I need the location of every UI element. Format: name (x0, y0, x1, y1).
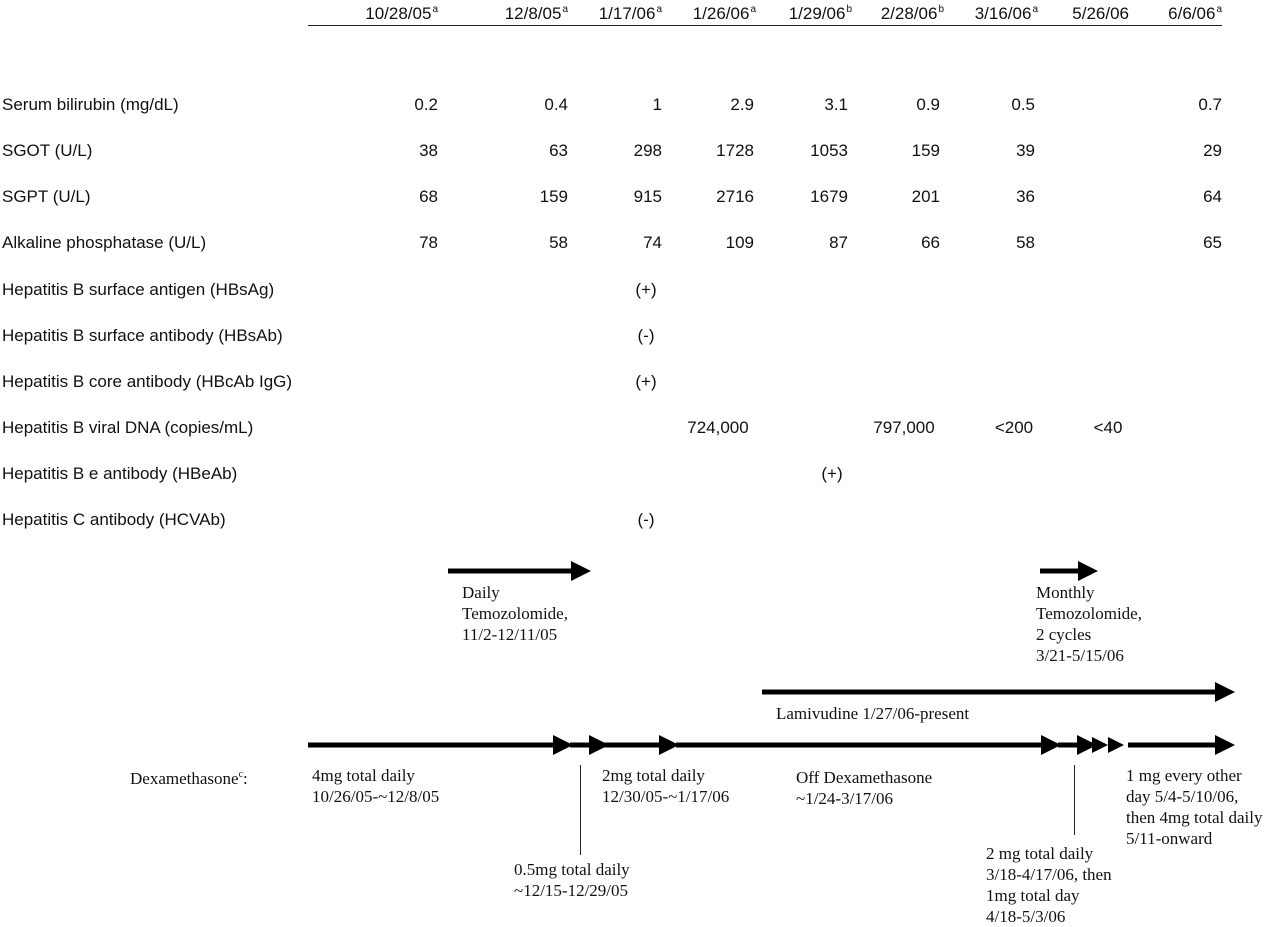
row-label-bilirubin: Serum bilirubin (mg/dL) (2, 95, 179, 114)
note-line: Daily (462, 583, 500, 602)
row-label-sgpt: SGPT (U/L) (2, 187, 91, 206)
note-line: then 4mg total daily (1126, 808, 1263, 827)
table-cell: 0.9 (916, 95, 940, 114)
note-line: 2mg total daily (602, 766, 705, 785)
header-date-text: 12/8/05 (504, 4, 562, 23)
table-cell: <40 (1093, 418, 1123, 437)
table-cell: 58 (549, 233, 568, 252)
note-line: 4/18-5/3/06 (986, 907, 1066, 926)
connector-line-low-dose (580, 765, 581, 855)
note-line: 3/21-5/15/06 (1036, 646, 1124, 665)
dexamethasone-note-1 (312, 765, 439, 807)
row-label-hbsab: Hepatitis B surface antibody (HBsAb) (2, 326, 283, 345)
note-line: ~12/15-12/29/05 (514, 881, 629, 900)
note-line: Temozolomide, (1036, 604, 1142, 623)
table-cell: 1053 (810, 141, 848, 160)
note-line: ~1/24-3/17/06 (796, 789, 894, 808)
table-cell: <200 (994, 418, 1034, 437)
table-cell: 3.1 (824, 95, 848, 114)
table-cell: (+) (635, 280, 657, 299)
table-cell: 201 (911, 187, 940, 206)
table-cell: 0.7 (1198, 95, 1222, 114)
dexamethasone-arrowhead-1 (1092, 737, 1108, 753)
note-line: 0.5mg total daily (514, 860, 630, 879)
dexamethasone-title (130, 764, 248, 789)
table-cell: (-) (637, 510, 655, 529)
row-label-hbsag: Hepatitis B surface antigen (HBsAg) (2, 280, 275, 299)
temozolomide-monthly-note (1036, 582, 1142, 666)
footnote-mark: a (750, 4, 756, 15)
table-cell: 38 (419, 141, 438, 160)
note-line: Off Dexamethasone (796, 768, 933, 787)
table-cell: 1 (652, 95, 662, 114)
note-line: 1 mg every other (1126, 766, 1242, 785)
header-date-text: 10/28/05 (365, 4, 432, 23)
table-cell: 87 (829, 233, 848, 252)
table-cell: 36 (1016, 187, 1035, 206)
table-cell: 724,000 (687, 418, 749, 437)
header-date-text: 3/16/06 (974, 4, 1032, 23)
note-line: 2 cycles (1036, 625, 1092, 644)
note-line: 12/30/05-~1/17/06 (602, 787, 730, 806)
row-label-alkaline-phosphatase: Alkaline phosphatase (U/L) (2, 233, 207, 252)
table-cell: 0.5 (1011, 95, 1035, 114)
footnote-mark: b (938, 4, 944, 15)
table-cell: 39 (1016, 141, 1035, 160)
footnote-mark: b (846, 4, 852, 15)
table-cell: 68 (419, 187, 438, 206)
row-label-sgot: SGOT (U/L) (2, 141, 93, 160)
row-label-hbeab: Hepatitis B e antibody (HBeAb) (2, 464, 238, 483)
table-cell: 78 (419, 233, 438, 252)
header-date-text: 1/29/06 (788, 4, 846, 23)
note-line: Temozolomide, (462, 604, 568, 623)
table-cell: 298 (633, 141, 662, 160)
row-label-hcvab: Hepatitis C antibody (HCVAb) (2, 510, 226, 529)
table-cell: 66 (921, 233, 940, 252)
table-cell: 29 (1203, 141, 1222, 160)
table-cell: 0.4 (544, 95, 568, 114)
title-suffix: : (243, 769, 248, 788)
footnote-mark: a (562, 4, 568, 15)
dexamethasone-note-5 (986, 843, 1112, 927)
table-cell: 797,000 (873, 418, 935, 437)
table-cell: (+) (821, 464, 843, 483)
table-cell: 74 (643, 233, 662, 252)
table-cell: 1728 (716, 141, 754, 160)
table-cell: (+) (635, 372, 657, 391)
note-line: 1mg total day (986, 886, 1080, 905)
footnote-mark: a (1032, 4, 1038, 15)
header-date-text: 2/28/06 (880, 4, 938, 23)
table-cell: 2716 (716, 187, 754, 206)
note-line: 10/26/05-~12/8/05 (312, 787, 440, 806)
dexamethasone-note-6 (1126, 765, 1262, 849)
temozolomide-daily-note (462, 582, 568, 645)
dexamethasone-note-2 (514, 859, 630, 901)
note-line: 3/18-4/17/06, then (986, 865, 1112, 884)
table-cell: 915 (633, 187, 662, 206)
note-line: 2 mg total daily (986, 844, 1094, 863)
header-date-text: 1/17/06 (598, 4, 656, 23)
note-line: 11/2-12/11/05 (462, 625, 558, 644)
footnote-mark: a (432, 4, 438, 15)
note-line: 4mg total daily (312, 766, 415, 785)
lamivudine-label: Lamivudine 1/27/06-present (776, 704, 970, 723)
dexamethasone-note-3 (602, 765, 729, 807)
table-cell: 109 (725, 233, 754, 252)
table-cell: 159 (911, 141, 940, 160)
table-cell: (-) (637, 326, 655, 345)
footnote-mark: a (656, 4, 662, 15)
table-cell: 0.2 (414, 95, 438, 114)
table-cell: 64 (1203, 187, 1222, 206)
table-cell: 2.9 (730, 95, 754, 114)
note-line: Monthly (1036, 583, 1095, 602)
table-cell: 63 (549, 141, 568, 160)
table-cell: 159 (539, 187, 568, 206)
dexamethasone-title-text: Dexamethasone (130, 769, 239, 788)
note-line: day 5/4-5/10/06, (1126, 787, 1239, 806)
header-date-text: 5/26/06 (1072, 4, 1129, 23)
row-label-viral-dna: Hepatitis B viral DNA (copies/mL) (2, 418, 254, 437)
header-date-text: 6/6/06 (1168, 4, 1216, 23)
dexamethasone-note-4 (796, 767, 932, 809)
dexamethasone-arrowhead-2 (1108, 737, 1124, 753)
note-line: 5/11-onward (1126, 829, 1213, 848)
footnote-mark: a (1216, 4, 1222, 15)
table-cell: 65 (1203, 233, 1222, 252)
header-date-text: 1/26/06 (692, 4, 750, 23)
table-cell: 1679 (810, 187, 848, 206)
connector-line-taper (1074, 765, 1075, 835)
footnote-mark: c (238, 769, 244, 780)
table-cell: 58 (1016, 233, 1035, 252)
row-label-hbcab: Hepatitis B core antibody (HBcAb IgG) (2, 372, 293, 391)
